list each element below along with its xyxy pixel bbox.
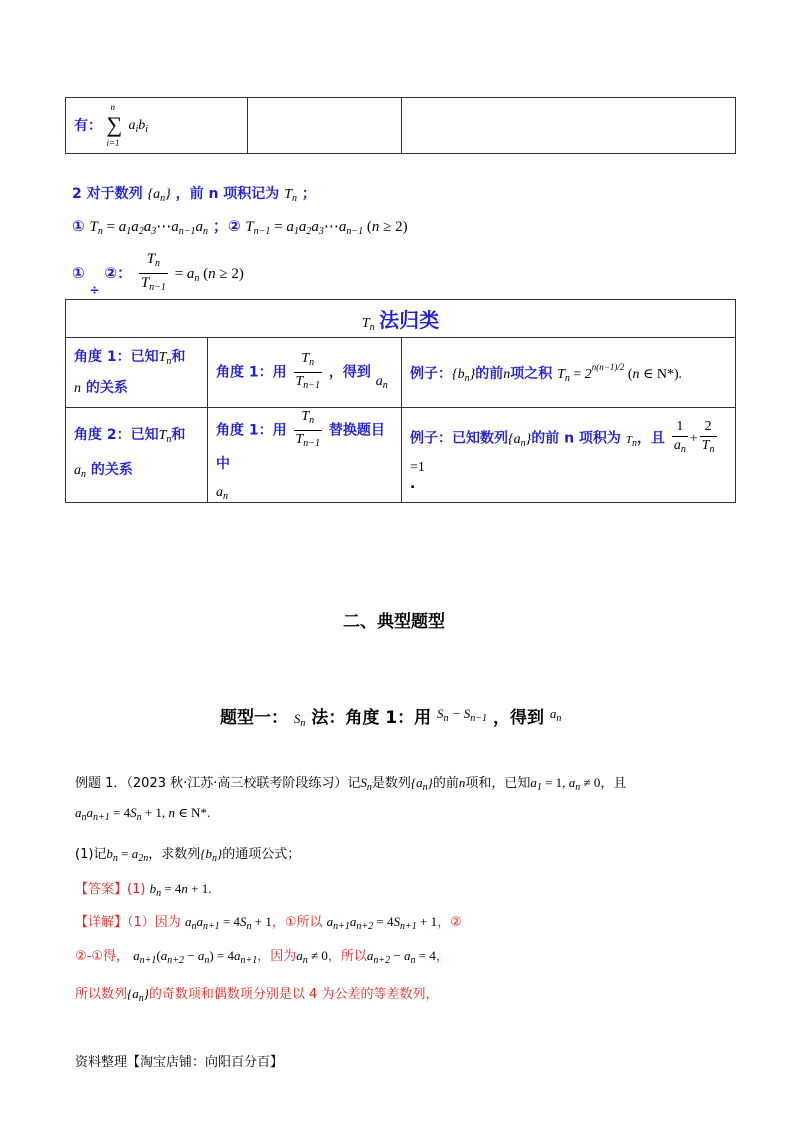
tn-table-title: 法归类 [379, 308, 440, 332]
tn-table-title-cell [66, 300, 736, 338]
tn-r2c3-plus: + [689, 431, 698, 447]
tn-r1c1-a: 角度 1：已知 [74, 348, 159, 365]
detail3-a: 所以数列 [75, 987, 128, 1002]
type-title-b: 法：角度 1：用 [311, 708, 432, 728]
type-title-c: ，得到 [492, 708, 544, 728]
tn-r2c3-tn: Tn [625, 433, 637, 449]
tn-r2c2-a: 角度 1：用 [216, 422, 287, 439]
answer-line [75, 878, 212, 899]
circle-1b: ① [72, 264, 85, 282]
intro-line-3 [72, 250, 244, 297]
type-title-formula: Sn − Sn−1 [437, 706, 488, 724]
type-title-an: an [549, 706, 562, 724]
example-intro-e: ，且 [600, 776, 627, 791]
tn-r2c3-frac1: $\frac{1}{a_n}$ [673, 419, 686, 455]
ex-n: n [458, 775, 466, 790]
tn-r1c2-b: ，得到 [328, 364, 371, 381]
sum-formula: n ∑ i=1 $a_ib_i$ [106, 101, 149, 148]
example-q1 [75, 843, 300, 864]
tn-r1c1-b: 和 [171, 348, 186, 365]
tn-r2c2-b: 替换题目中 [216, 422, 385, 472]
example-intro-d: 项和，已知 [465, 776, 531, 791]
tn-r1c3-n: n [503, 366, 511, 382]
top-table-cell-1 [66, 98, 248, 154]
detail3-b: 的奇数项和偶数项分别是以 4 为公差的等差数列， [148, 987, 439, 1002]
intro-line-1-text: 2 对于数列 [72, 186, 143, 202]
tn-r1c1-tn: $T_n$ [158, 349, 172, 367]
type-title [220, 703, 561, 729]
detail-line-1 [75, 911, 462, 932]
tn-r2c3-b: 的前 n 项积为 [531, 430, 621, 447]
example-cond-2: $a_na_{n+1} = 4S_n + 1$, n ∈ N*. [75, 805, 211, 823]
example-intro-b: 是数列 [371, 776, 411, 791]
tn-r1c1 [66, 338, 208, 408]
frac-tn-tn1: $\frac{T_n}{T_{n-1}}$ [140, 251, 166, 293]
ex-an-seq: $\{a_n\}$ [410, 775, 433, 793]
ex-sn: $S_n$ [360, 775, 372, 793]
footer: 资料整理【淘宝店铺：向阳百分百】 [75, 1055, 284, 1070]
tn-r1c2-a: 角度 1：用 [216, 364, 287, 381]
tn-r1c2-an: $a_n$ [375, 373, 388, 391]
detail2-formula-3: $a_{n+2} - a_n = 4$ [366, 948, 436, 966]
type-title-sn: $S_n$ [293, 711, 306, 729]
formula-tn-product: $T_n$ = $a_1a_2a_3\cdots a_{n-1}a_n$ [89, 219, 209, 237]
tn-r1c2 [208, 338, 402, 408]
tn-table [65, 299, 736, 503]
example-intro [75, 772, 626, 793]
detail2-c: ，所以 [327, 949, 367, 964]
detail-formula-2: $a_{n+1}a_{n+2} = 4S_{n+1} + 1$ [326, 914, 438, 932]
tn-r1c3-formula: $T_n = 2^{n(n-1)/2}$ (n ∈ N*). [557, 361, 683, 384]
top-table-cell-2 [248, 98, 402, 154]
tn-r2c1-tn: $T_n$ [158, 428, 172, 445]
ex-bn-seq: $\{b_n\}$ [200, 846, 223, 864]
intro-line-2 [72, 215, 408, 237]
detail2-d: ， [435, 949, 449, 964]
tn-r2c1-a: 角度 2：已知 [74, 427, 159, 443]
tn-r1c1-c: 的关系 [85, 379, 128, 396]
detail-line-2 [75, 945, 449, 966]
detail-formula-1: $a_na_{n+1} = 4S_n + 1$ [184, 914, 272, 932]
tn-r2c2 [208, 408, 402, 503]
tn-r1c3-b: 的前 [475, 365, 504, 382]
tn-r2c1 [66, 408, 208, 503]
example-q1-a: (1)记 [75, 847, 107, 862]
example-intro-a: 例题 1．（2023 秋·江苏·高三校联考阶段练习）记 [75, 776, 361, 791]
answer-formula: $b_n = 4n + 1$. [149, 881, 212, 899]
tn-r2c3-a: 例子：已知数列 [410, 430, 508, 447]
detail2-b: ，因为 [257, 949, 297, 964]
detail3-seq: $\{a_n\}$ [127, 986, 149, 1004]
detail2-formula-1: $a_{n+1}(a_{n+2} - a_n) = 4a_{n+1}$ [133, 948, 258, 966]
detail2-a: ②-①得， [75, 949, 129, 964]
divide-sign: ÷ [89, 283, 100, 297]
formula-tn1-product: $T_{n-1}$ = $a_1a_2a_3\cdots a_{n-1}$ (n ≥ 2) [245, 219, 408, 237]
section-title: 二、典型题型 [343, 612, 445, 632]
ex-cond: $a_1 = 1$, $a_n \ne 0$ [530, 775, 601, 793]
answer-label: 【答案】 [75, 882, 128, 897]
formula-an-ratio: = $a_n$ (n ≥ 2) [174, 266, 244, 284]
tn-r1c3-bn: $\{b_n\}$ [452, 366, 476, 384]
detail-b: ，①所以 [271, 915, 323, 930]
top-table-label: 有： [74, 117, 102, 134]
circle-2b: ②： [104, 264, 133, 282]
intro-line-1 [72, 183, 316, 204]
answer-a: (1) [127, 882, 146, 897]
tn-title-symbol: $T_n$ [361, 316, 375, 333]
intro-line-1-end: ； [301, 186, 316, 202]
tn-r2c3-eq: =1 [410, 460, 425, 475]
tn-r2c3 [402, 408, 736, 503]
top-table [65, 97, 736, 154]
tn-r2c2-frac: $\frac{T_n}{T_{n-1}}$ [295, 409, 321, 449]
example-intro-c: 的前 [432, 776, 459, 791]
tn-r1c3-a: 例子： [410, 365, 452, 382]
tn-r2c2-an: $a_n$ [216, 485, 228, 502]
type-title-a: 题型一： [220, 708, 288, 728]
tn-r2c3-frac2: $\frac{2}{T_n}$ [701, 419, 715, 455]
intro-line-1-mid: ，前 n 项积记为 [175, 186, 280, 202]
detail-label: 【详解】 [75, 915, 128, 930]
tn-r1c3-c: 项之积 [510, 365, 553, 382]
detail-c: ，② [437, 915, 462, 930]
example-q1-c: 的通项公式； [222, 847, 301, 862]
seq-an: $\{a_n\}$ [147, 187, 171, 204]
top-table-cell-3 [402, 98, 736, 154]
tn-r2c3-an: $\{a_n\}$ [508, 431, 532, 449]
tn-r1c1-n: n [74, 380, 81, 396]
detail-line-3 [75, 983, 438, 1004]
tn-r1c2-frac: $\frac{T_n}{T_{n-1}}$ [295, 351, 321, 391]
circle-1: ① [72, 217, 85, 235]
tn-symbol: $T_n$ [284, 187, 297, 204]
tn-r2c3-d: . [410, 476, 416, 492]
circle-2-sep: ；② [212, 217, 241, 235]
tn-r2c1-b: 和 [171, 427, 186, 443]
tn-r2c3-c: ，且 [636, 430, 665, 447]
detail2-formula-2: $a_n \ne 0$ [296, 948, 328, 966]
tn-r1c3 [402, 338, 736, 408]
detail-a: （1）因为 [127, 915, 181, 930]
example-q1-b: ，求数列 [148, 847, 201, 862]
tn-r2c1-c: 的关系 [90, 462, 133, 478]
ex-bn-def: $b_n = a_{2n}$ [106, 846, 149, 864]
tn-r2c1-an: $a_n$ [74, 463, 86, 480]
